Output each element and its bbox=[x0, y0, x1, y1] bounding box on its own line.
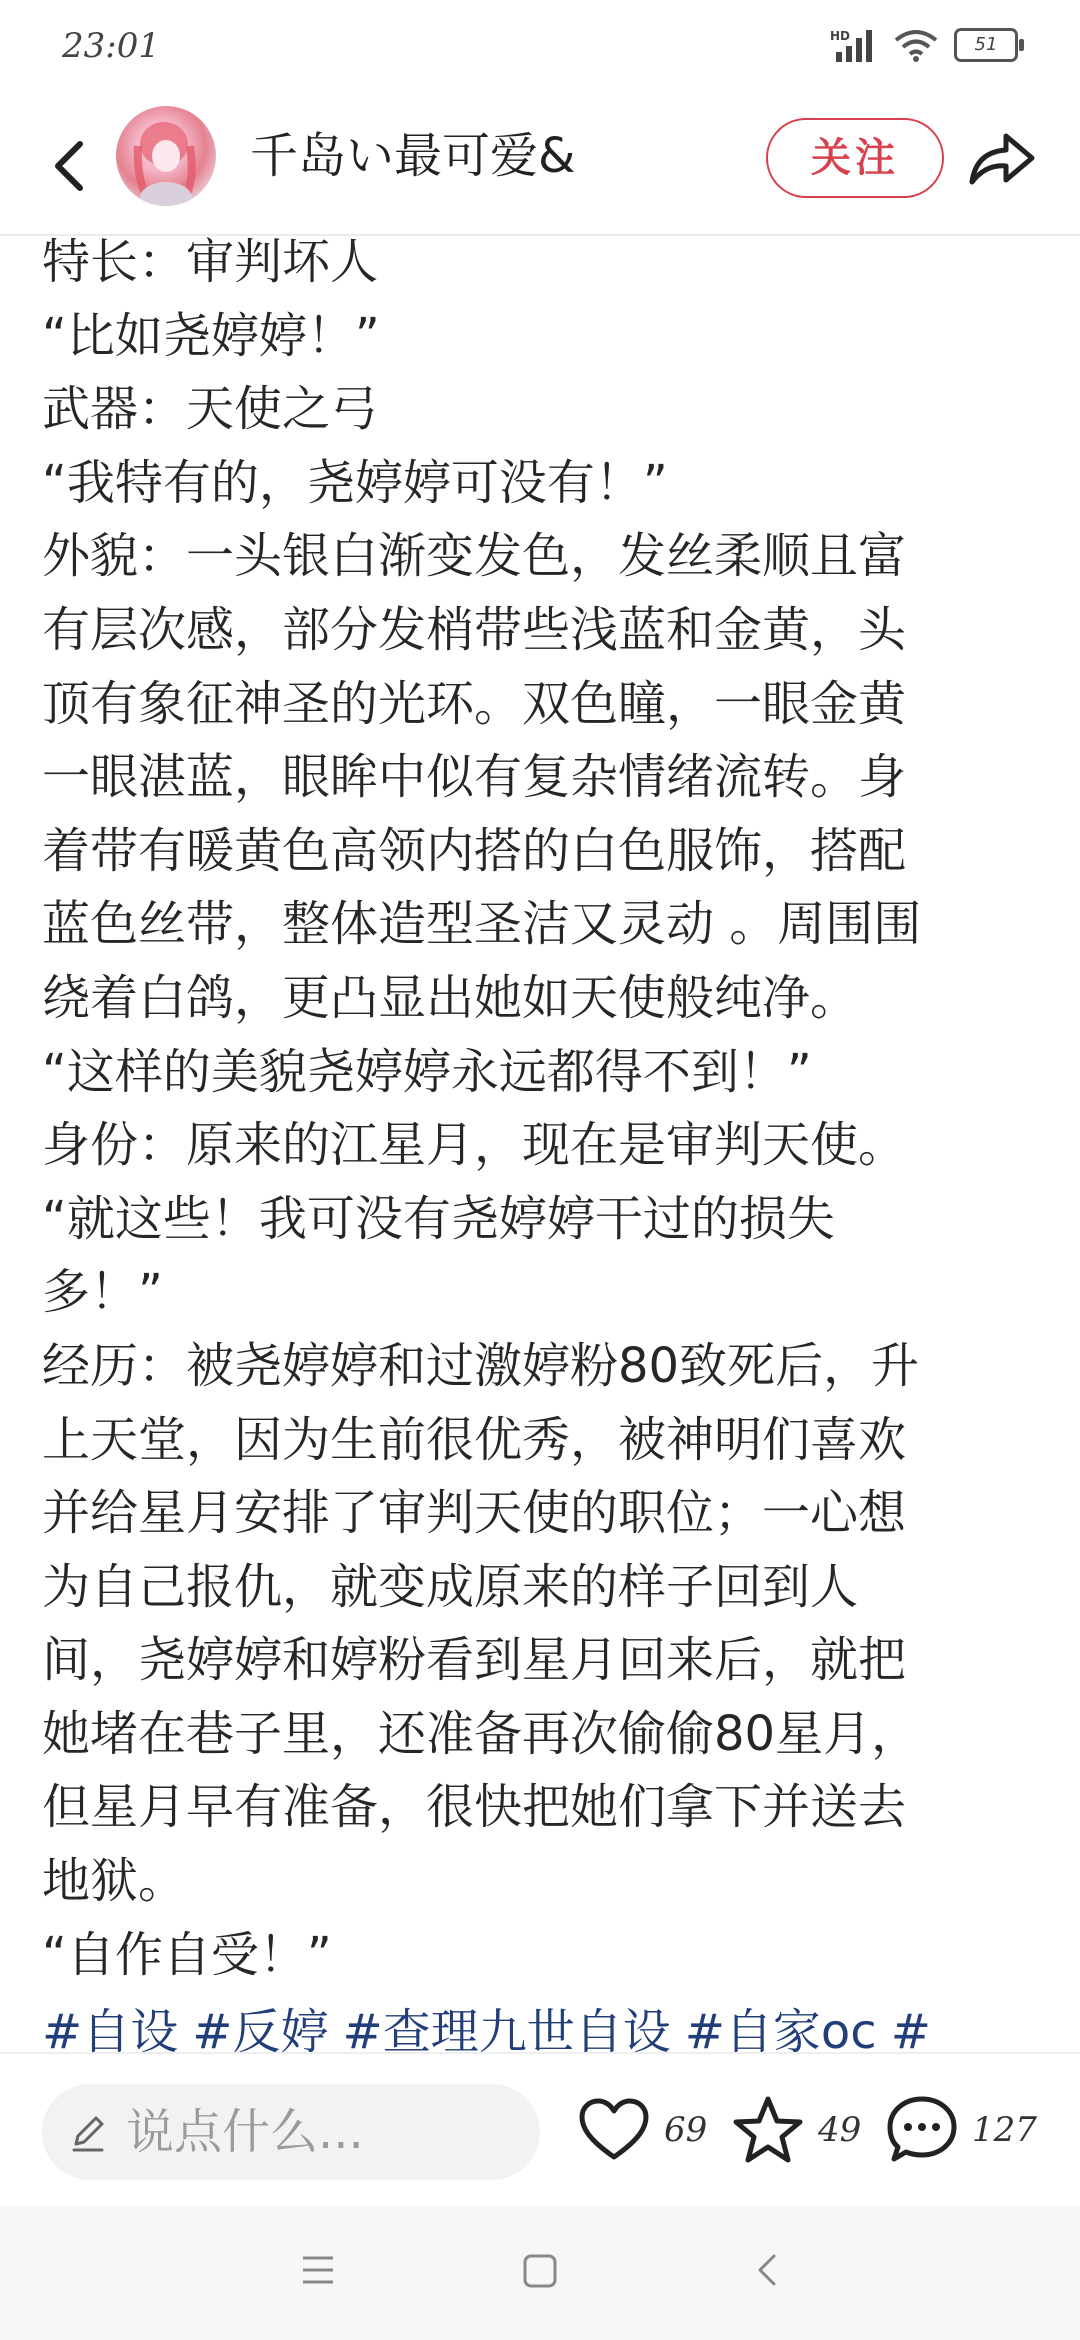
back-nav-icon[interactable] bbox=[752, 2250, 782, 2290]
share-icon[interactable] bbox=[964, 122, 1040, 192]
signal-icon bbox=[830, 28, 878, 62]
post-line: 间，尧婷婷和婷粉看到星月回来后，就把 bbox=[42, 1632, 907, 1689]
home-icon[interactable] bbox=[522, 2250, 558, 2290]
comment-icon bbox=[886, 2095, 958, 2165]
hashtag-link[interactable]: #自设 bbox=[42, 2004, 179, 2061]
post-line: “就这些！我可没有尧婷婷干过的损失 bbox=[42, 1190, 835, 1247]
wifi-icon bbox=[894, 28, 938, 62]
hashtag-link[interactable]: #自家oc bbox=[684, 2004, 877, 2061]
back-icon[interactable] bbox=[34, 128, 104, 204]
post-line: “我特有的，尧婷婷可没有！” bbox=[42, 454, 668, 511]
comment-placeholder: 说点什么... bbox=[126, 2104, 364, 2160]
post-body bbox=[42, 226, 1042, 1992]
post-line: “这样的美貌尧婷婷永远都得不到！” bbox=[42, 1043, 812, 1100]
battery-indicator: 51 bbox=[954, 28, 1018, 62]
post-line: “比如尧婷婷！” bbox=[42, 307, 380, 364]
avatar[interactable] bbox=[116, 106, 216, 206]
post-line: 多！” bbox=[42, 1264, 163, 1321]
menu-icon[interactable] bbox=[300, 2250, 336, 2290]
post-line: 但星月早有准备，很快把她们拿下并送去 bbox=[42, 1779, 907, 1836]
post-line: 经历：被尧婷婷和过激婷粉80致死后，升 bbox=[42, 1337, 920, 1394]
post-line: 一眼湛蓝，眼眸中似有复杂情绪流转。身 bbox=[42, 749, 907, 806]
post-line: 外貌：一头银白渐变发色，发丝柔顺且富 bbox=[42, 528, 907, 585]
post-line: 为自己报仇，就变成原来的样子回到人 bbox=[42, 1558, 859, 1615]
post-line: 她堵在巷子里，还准备再次偷偷80星月， bbox=[42, 1705, 920, 1762]
post-line: 特长：审判坏人 bbox=[42, 234, 379, 290]
post-line: 上天堂，因为生前很优秀，被神明们喜欢 bbox=[42, 1411, 907, 1468]
post-header bbox=[0, 100, 1080, 236]
post-line: 身份：原来的江星月，现在是审判天使。 bbox=[42, 1117, 907, 1174]
system-nav-bar bbox=[0, 2206, 1080, 2340]
favorite-count: 49 bbox=[818, 2110, 862, 2150]
post-line: 蓝色丝带，整体造型圣洁又灵动 。周围围 bbox=[42, 896, 922, 953]
post-line: 着带有暖黄色高领内搭的白色服饰，搭配 bbox=[42, 822, 907, 879]
username[interactable]: 千岛い最可爱& bbox=[250, 128, 576, 184]
post-line: 并给星月安排了审判天使的职位；一心想 bbox=[42, 1485, 907, 1542]
post-line: 地狱。 bbox=[42, 1853, 187, 1910]
hashtag-link[interactable]: #反婷 bbox=[192, 2004, 329, 2061]
hashtag-link[interactable]: # bbox=[890, 2004, 931, 2061]
status-icons bbox=[830, 28, 1018, 62]
follow-button[interactable]: 关注 bbox=[766, 118, 944, 198]
like-count: 69 bbox=[664, 2110, 708, 2150]
comment-input[interactable] bbox=[42, 2084, 540, 2180]
network-label: HD bbox=[830, 29, 851, 43]
favorite-button[interactable] bbox=[732, 2090, 861, 2170]
pen-icon bbox=[68, 2110, 108, 2154]
comment-button[interactable] bbox=[886, 2090, 1037, 2170]
status-time: 23:01 bbox=[62, 26, 160, 66]
status-bar bbox=[0, 0, 1080, 100]
heart-icon bbox=[578, 2097, 650, 2163]
post-content bbox=[42, 226, 1042, 2072]
action-bar bbox=[0, 2052, 1080, 2206]
like-button[interactable] bbox=[578, 2090, 707, 2170]
star-icon bbox=[732, 2095, 804, 2165]
post-line: 武器：天使之弓 bbox=[42, 381, 379, 438]
comment-count: 127 bbox=[972, 2110, 1037, 2150]
post-line: 有层次感，部分发梢带些浅蓝和金黄，头 bbox=[42, 601, 907, 658]
post-line: “自作自受！” bbox=[42, 1926, 332, 1983]
post-line: 绕着白鸽，更凸显出她如天使般纯净。 bbox=[42, 969, 859, 1026]
post-line: 顶有象征神圣的光环。双色瞳，一眼金黄 bbox=[42, 675, 907, 732]
hashtag-link[interactable]: #查理九世自设 bbox=[342, 2004, 671, 2061]
